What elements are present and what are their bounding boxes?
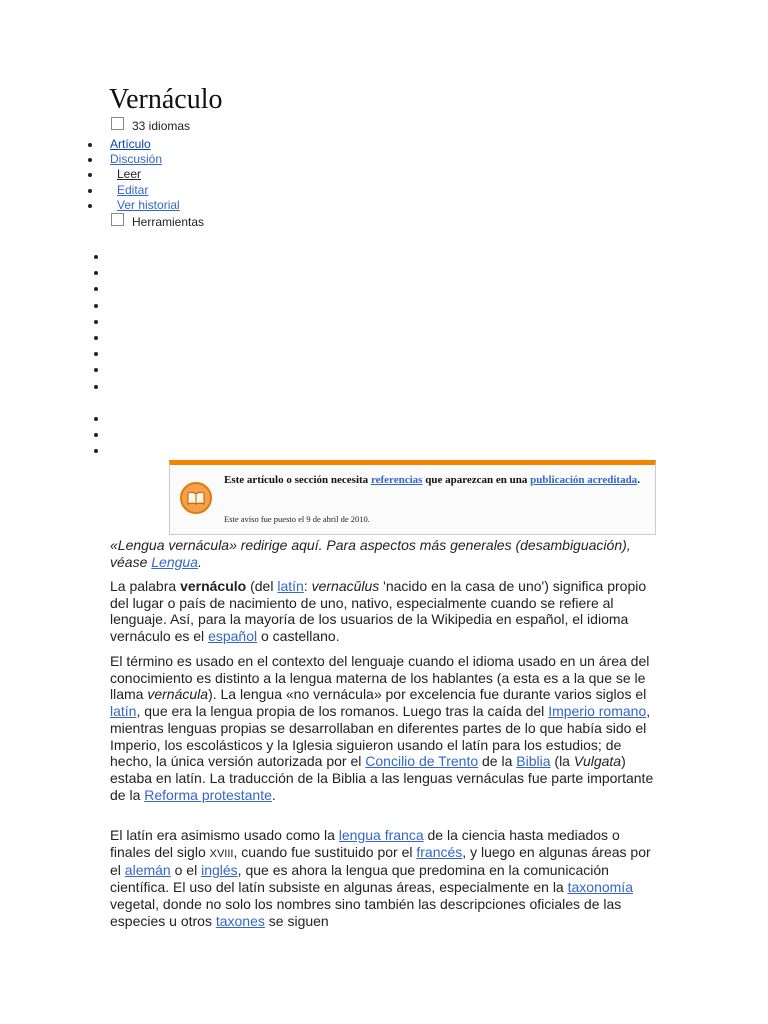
page-title: Vernáculo [109,84,223,115]
nav-item-articulo[interactable] [84,137,180,152]
references-notice [169,460,656,535]
aleman-link[interactable]: alemán [124,862,171,879]
lengua-link[interactable]: Lengua [151,553,198,570]
bullet-icon [94,352,98,356]
bullet-icon [88,189,92,193]
tools-label: Herramientas [132,215,205,229]
nav-item-discusion[interactable] [84,152,180,167]
languages-toggle[interactable] [111,119,190,133]
referencias-link[interactable]: referencias [370,474,423,486]
bullet-icon [88,143,92,147]
tools-toggle[interactable] [111,215,204,229]
taxonomia-link[interactable]: taxonomía [567,879,633,896]
nav-item-editar[interactable] [84,183,180,198]
languages-label: 33 idiomas [132,119,191,133]
notice-text: Este artículo o sección necesita referencias que aparezcan en una publicación acreditada. [224,474,640,486]
espanol-link[interactable]: español [208,628,258,645]
bullet-icon [94,336,98,340]
bullet-icon [94,417,98,421]
bullet-icon [94,255,98,259]
page-nav [84,137,180,213]
bullet-icon [94,449,98,453]
imperio-romano-link[interactable]: Imperio romano [548,703,647,720]
taxones-link[interactable]: taxones [215,912,265,929]
ingles-link[interactable]: inglés [201,862,238,879]
paragraph-2: El término es usado en el contexto del lenguaje cuando el idioma usado en un área del conocimiento es distinto a la lengua materna de los hablantes (a esta es a la que se le llama vernácula). La lengua «no vernácula» por excelencia fue durante varios siglos el latín, que era la lengua propia de los romanos. Luego tras la caída del Imperio romano, mientras lenguas propias se desarrollaban en diferentes partes de lo que había sido el Imperio, los escolásticos y la Iglesia siguieron usando el latín para los estudios; de hecho, la única versión autorizada por el Concilio de Trento de la Biblia (la Vulgata) estaba en latín. La traducción de la Biblia a las lenguas vernáculas fue parte importante de la Reforma protestante. [110,653,654,803]
nav-item-leer[interactable] [84,167,180,182]
bullet-icon [88,173,92,177]
nav-articulo-link[interactable]: Artículo [110,137,151,151]
biblia-link[interactable]: Biblia [516,753,551,770]
frances-link[interactable]: francés [416,843,463,860]
publicacion-acreditada-link[interactable]: publicación acreditada [530,474,638,486]
latin-link-2[interactable]: latín [110,703,137,720]
bullet-icon [88,158,92,162]
nav-historial-link[interactable]: Ver historial [117,197,180,212]
lengua-franca-link[interactable]: lengua franca [338,827,424,843]
bullet-icon [94,304,98,308]
bullet-icon [94,320,98,324]
concilio-trento-link[interactable]: Concilio de Trento [365,753,479,770]
bullet-icon [88,204,92,208]
bullet-icon [94,287,98,291]
hatnote: «Lengua vernácula» redirige aquí. Para aspectos más generales (desambiguación), véase Lengua. [110,537,631,570]
nav-editar-link[interactable]: Editar [117,182,149,197]
bullet-icon [94,385,98,389]
reforma-protestante-link[interactable]: Reforma protestante [144,786,272,803]
tools-checkbox[interactable] [111,213,124,226]
bullet-icon [94,271,98,275]
nav-discusion-link[interactable]: Discusión [110,152,163,167]
bullet-icon [94,433,98,437]
book-icon [180,482,212,514]
nav-leer-link[interactable]: Leer [117,167,142,182]
paragraph-1: La palabra vernáculo (del latín: vernacŭlus 'nacido en la casa de uno') significa propio del lugar o país de nacimiento de uno, nativo, especialmente cuando se refiere al lenguaje. Así, para la mayoría de los usuarios de la Wikipedia en español, el idioma vernáculo es el español o castellano. [110,578,647,645]
bullet-icon [94,368,98,372]
paragraph-3: El latín era asimismo usado como la lengua franca de la ciencia hasta mediados o finales del siglo XVIII, cuando fue sustituido por el francés, y luego en algunas áreas por el alemán o el inglés, que es ahora la lengua que predomina en la comunicación científica. El uso del latín subsiste en algunas áreas, especialmente en la taxonomía vegetal, donde no solo los nombres sino también las descripciones oficiales de las especies u otros taxones se siguen [110,827,651,929]
latin-link[interactable]: latín [277,578,304,594]
languages-checkbox[interactable] [111,117,124,130]
notice-date: Este aviso fue puesto el 9 de abril de 2010. [224,514,370,524]
nav-item-historial[interactable] [84,198,180,213]
